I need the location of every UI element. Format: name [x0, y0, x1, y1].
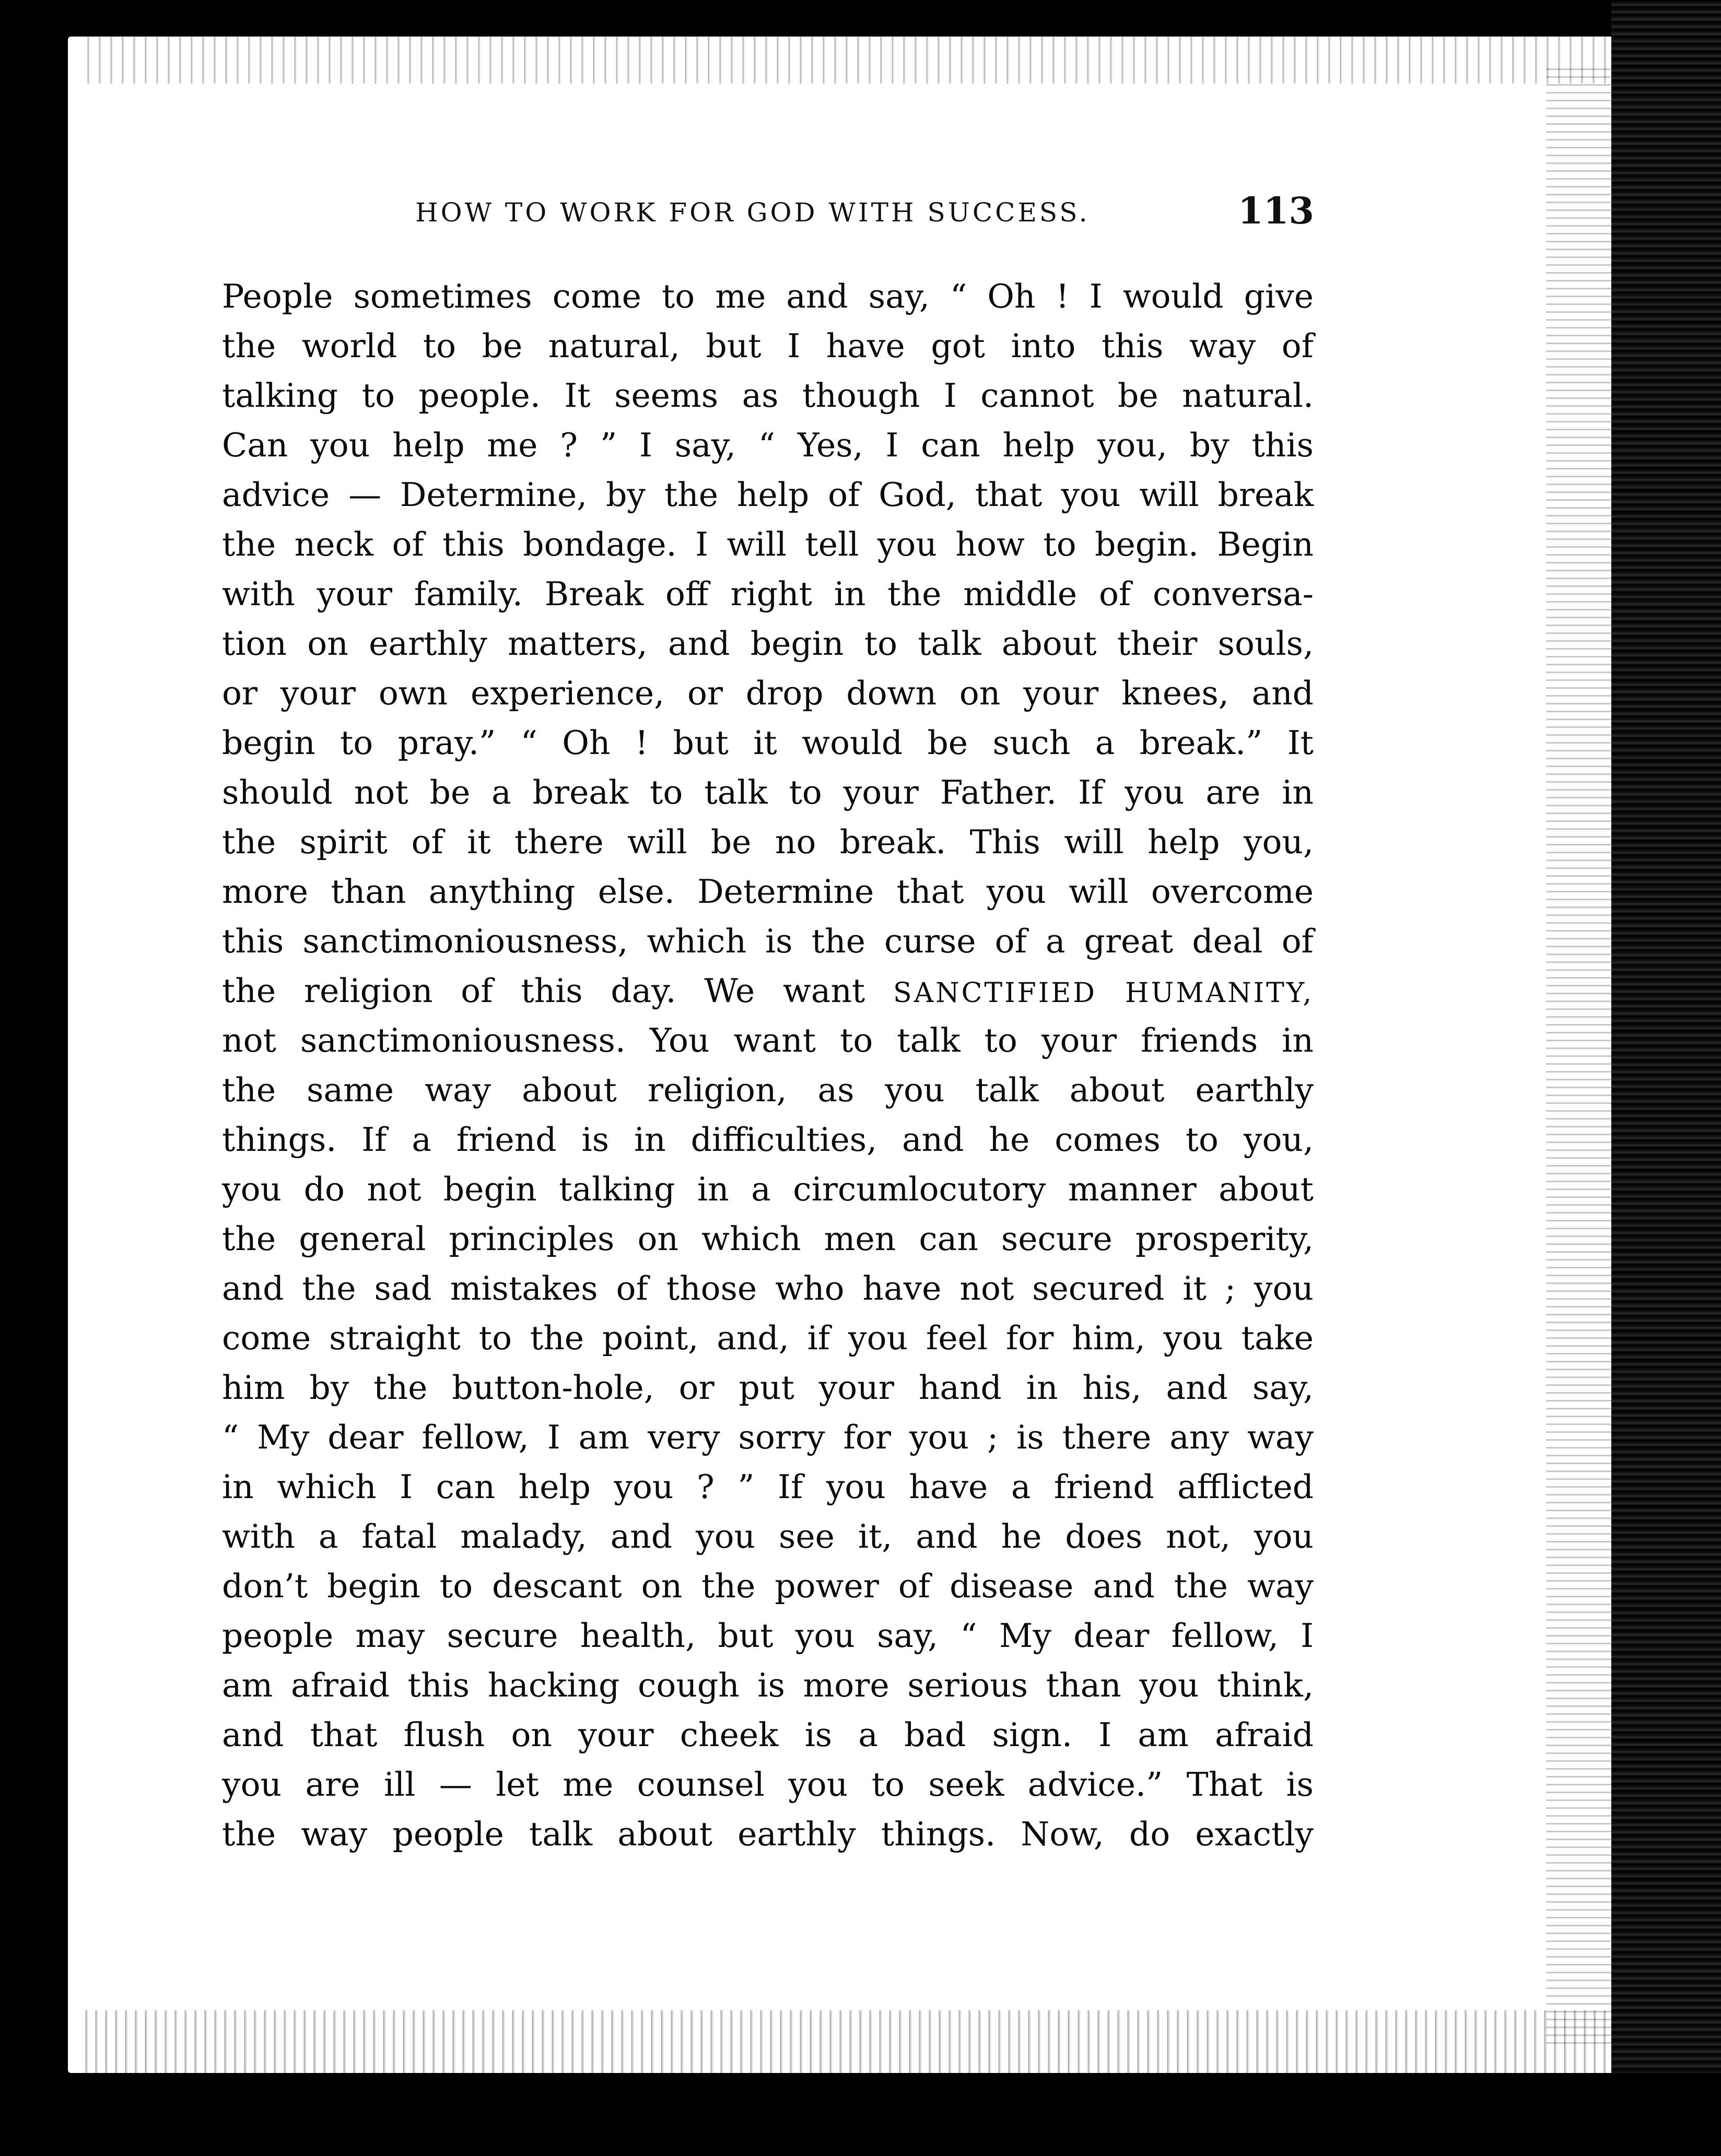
text-line: you are ill — let me counsel you to seek advice.” That is [222, 1765, 1314, 1804]
scan-left-border [0, 0, 68, 2156]
text-line: don’t begin to descant on the power of disease and the way [222, 1567, 1314, 1605]
text-line: the general principles on which men can secure prosperity, [222, 1220, 1314, 1258]
text-line: tion on earthly matters, and begin to talk about their souls, [222, 625, 1314, 663]
text-line: People sometimes come to me and say, “ Oh ! I would give [222, 277, 1314, 315]
text-line: this sanctimoniousness, which is the curse of a great deal of [222, 922, 1314, 960]
text-line-with-emphasis [222, 966, 1314, 1016]
text-line: “ My dear fellow, I am very sorry for you ; is there any way [222, 1418, 1314, 1456]
body-paragraph [222, 272, 1314, 1859]
text-line: the way people talk about earthly things. Now, do exactly [222, 1815, 1314, 1853]
text-line: the spirit of it there will be no break. This will help you, [222, 823, 1314, 861]
scan-noise-bottom [78, 2010, 1619, 2073]
text-line: with a fatal malady, and you see it, and he does not, you [222, 1517, 1314, 1556]
text-line: with your family. Break off right in the middle of conversa- [222, 575, 1314, 613]
text-line: people may secure health, but you say, “ My dear fellow, I [222, 1617, 1314, 1655]
scan-bottom-border [0, 2073, 1721, 2156]
text-line: begin to pray.” “ Oh ! but it would be such a break.” It [222, 724, 1314, 762]
text-line: not sanctimoniousness. You want to talk to your friends in [222, 1021, 1314, 1059]
text-line: talking to people. It seems as though I cannot be natural. [222, 376, 1314, 415]
text-line: am afraid this hacking cough is more serious than you think, [222, 1666, 1314, 1704]
text-line: the neck of this bondage. I will tell you how to begin. Begin [222, 525, 1314, 563]
text-line: the world to be natural, but I have got into this way of [222, 327, 1314, 365]
page-number: 113 [1238, 189, 1315, 232]
text-line: the same way about religion, as you talk about earthly [222, 1071, 1314, 1109]
text-line: you do not begin talking in a circumlocutory manner about [222, 1170, 1314, 1208]
text-segment: the religion of this day. We want [222, 972, 865, 1010]
text-line: and that flush on your cheek is a bad sign. I am afraid [222, 1716, 1314, 1754]
text-line: advice — Determine, by the help of God, that you will break [222, 476, 1314, 514]
text-line: Can you help me ? ” I say, “ Yes, I can help you, by this [222, 426, 1314, 464]
text-line: him by the button-hole, or put your hand in his, and say, [222, 1369, 1314, 1407]
text-line: should not be a break to talk to your Father. If you are in [222, 773, 1314, 811]
text-line: things. If a friend is in difficulties, and he comes to you, [222, 1121, 1314, 1159]
text-line: and the sad mistakes of those who have not secured it ; you [222, 1269, 1314, 1307]
scan-right-border [1611, 0, 1721, 2156]
text-line: or your own experience, or drop down on your knees, and [222, 674, 1314, 712]
text-line: in which I can help you ? ” If you have a friend afflicted [222, 1468, 1314, 1506]
scan-noise-top [78, 37, 1619, 84]
scan-noise-right [1546, 63, 1614, 2047]
emphasis-small-caps: SANCTIFIED HUMANITY, [893, 977, 1314, 1009]
running-header: HOW TO WORK FOR GOD WITH SUCCESS. [415, 197, 1090, 228]
text-line: come straight to the point, and, if you feel for him, you take [222, 1319, 1314, 1357]
text-line: more than anything else. Determine that you will overcome [222, 873, 1314, 911]
